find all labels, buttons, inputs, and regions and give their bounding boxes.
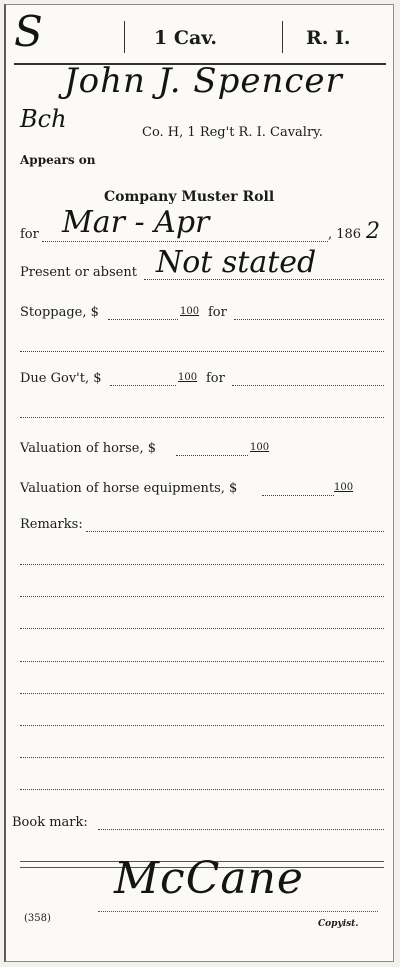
due-cents: 100 bbox=[178, 372, 198, 383]
header-divider-right bbox=[282, 21, 283, 53]
remarks-line-5 bbox=[20, 661, 384, 662]
copyist-label: Copyist. bbox=[318, 919, 359, 929]
company-unit: Co. H, 1 Reg't R. I. Cavalry. bbox=[142, 125, 323, 140]
card-number: (358) bbox=[24, 913, 51, 924]
present-label: Present or absent bbox=[20, 265, 137, 280]
regiment-short: 1 Cav. bbox=[154, 27, 218, 49]
due-line-2 bbox=[20, 417, 384, 418]
remarks-line-3 bbox=[20, 596, 384, 597]
copyist-signature: McCane bbox=[114, 853, 304, 904]
stoppage-for-line bbox=[234, 319, 384, 320]
period-value: Mar - Apr bbox=[62, 205, 210, 240]
appears-on: Appears on bbox=[20, 153, 96, 167]
equip-cents: 100 bbox=[334, 482, 354, 493]
remarks-label: Remarks: bbox=[20, 517, 83, 532]
remarks-line-7 bbox=[20, 725, 384, 726]
remarks-line-2 bbox=[20, 564, 384, 565]
stoppage-label: Stoppage, $ bbox=[20, 305, 99, 320]
due-for: for bbox=[206, 371, 225, 386]
soldier-rank: Bch bbox=[20, 105, 67, 133]
year-suffix: 2 bbox=[366, 219, 380, 244]
due-label: Due Gov't, $ bbox=[20, 371, 102, 386]
remarks-line-9 bbox=[20, 789, 384, 790]
stoppage-dollars-line bbox=[108, 319, 178, 320]
remarks-line-1 bbox=[86, 531, 384, 532]
bookmark-label: Book mark: bbox=[12, 815, 88, 830]
period-line bbox=[42, 241, 328, 242]
file-initial: S bbox=[14, 7, 43, 56]
stoppage-line-2 bbox=[20, 351, 384, 352]
remarks-line-6 bbox=[20, 693, 384, 694]
soldier-name: John J. Spencer bbox=[64, 61, 343, 101]
state-label: R. I. bbox=[306, 27, 351, 49]
stoppage-for: for bbox=[208, 305, 227, 320]
for-label: for bbox=[20, 227, 39, 242]
present-value: Not stated bbox=[156, 245, 317, 280]
roll-title: Company Muster Roll bbox=[104, 189, 275, 205]
equip-line bbox=[262, 495, 334, 496]
muster-roll-card bbox=[4, 4, 394, 962]
equip-label: Valuation of horse equipments, $ bbox=[20, 481, 238, 496]
signature-line bbox=[98, 911, 378, 912]
remarks-line-8 bbox=[20, 757, 384, 758]
horse-cents: 100 bbox=[250, 442, 270, 453]
header-divider-left bbox=[124, 21, 125, 53]
horse-line bbox=[176, 455, 248, 456]
stoppage-cents: 100 bbox=[180, 306, 200, 317]
bookmark-line bbox=[98, 829, 384, 830]
remarks-line-4 bbox=[20, 628, 384, 629]
year-prefix: , 186 bbox=[328, 227, 362, 242]
due-for-line bbox=[232, 385, 384, 386]
due-dollars-line bbox=[110, 385, 176, 386]
horse-label: Valuation of horse, $ bbox=[20, 441, 157, 456]
